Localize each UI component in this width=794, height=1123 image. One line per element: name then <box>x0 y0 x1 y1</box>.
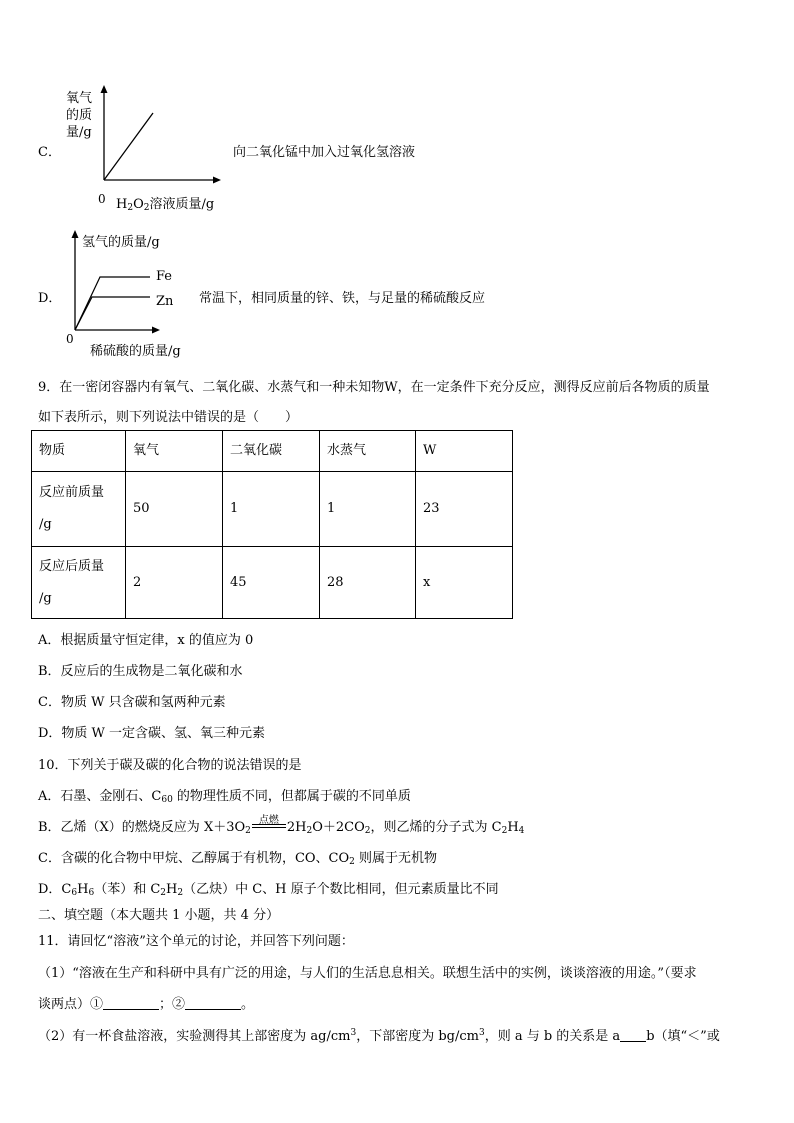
table-cell: 50 <box>126 472 223 547</box>
option-d-fe-line <box>75 277 150 330</box>
q11-stem: 11．请回忆“溶液”这个单元的讨论，并回答下列问题： <box>38 934 354 949</box>
q9-mass-table <box>31 430 513 619</box>
option-d-x-arrow <box>152 327 160 334</box>
table-row <box>32 547 513 619</box>
table-cell: 1 <box>223 472 320 547</box>
q10-stem: 10．下列关于碳及碳的化合物的说法错误的是 <box>38 758 302 773</box>
q11-part1-line2: 谈两点）① ；② 。 <box>38 997 255 1012</box>
table-row-label: 反应后质量 /g <box>32 547 126 619</box>
q9-option-a: A．根据质量守恒定律，x 的值应为 0 <box>38 633 254 648</box>
q11-part2: （2）有一杯食盐溶液，实验测得其上部密度为 $ag/cm^3$，下部密度为 $bg/cm^3$，则 a 与 b 的关系是 a b（填“＜”或 <box>38 1028 720 1044</box>
option-c-data-line <box>104 113 153 180</box>
answer-blank-3[interactable] <box>620 1029 646 1042</box>
option-c-graph <box>95 84 225 184</box>
table-cell: 2 <box>126 547 223 619</box>
option-d-zn-line <box>75 297 150 330</box>
table-cell: 45 <box>223 547 320 619</box>
table-cell: 28 <box>320 547 416 619</box>
section-title: 二、填空题（本大题共 1 小题，共 4 分） <box>38 908 280 923</box>
q10-option-b: B．乙烯（X）的燃烧反应为 $X+3O_2$ 点燃 $2H_2O+2CO_2$，则乙烯的分子式为 $C_2H_4$ <box>38 815 525 836</box>
option-d-y-arrow <box>72 230 79 238</box>
option-d-y-label: 氢气的质量/g <box>82 235 160 250</box>
option-c-origin: 0 <box>98 192 106 206</box>
option-c-x-label: $H_2O_2$溶液质量/g <box>116 197 215 213</box>
table-header-row <box>32 431 513 472</box>
table-row-label: 反应前质量 /g <box>32 472 126 547</box>
option-c-y-label <box>66 90 92 141</box>
reaction-condition: 点燃 <box>251 820 287 835</box>
q10-option-c: C．含碳的化合物中甲烷、乙醇属于有机物，CO、$CO_2$ 则属于无机物 <box>38 851 438 867</box>
table-header-cell: 物质 <box>32 431 126 472</box>
option-d-letter: D． <box>38 291 62 306</box>
q9-option-b: B．反应后的生成物是二氧化碳和水 <box>38 664 243 679</box>
option-d-zn-label: Zn <box>156 294 174 309</box>
option-d-description: 常温下，相同质量的锌、铁，与足量的稀硫酸反应 <box>199 291 486 306</box>
q9-option-d: D．物质 W 一定含碳、氢、氧三种元素 <box>38 726 266 741</box>
table-cell: 23 <box>416 472 513 547</box>
option-c-letter: C． <box>38 145 61 160</box>
q10-option-a: A．石墨、金刚石、$C_{60}$ 的物理性质不同，但都属于碳的不同单质 <box>38 789 411 805</box>
option-d-origin: 0 <box>66 332 74 346</box>
option-c-y-label-line: 量/g <box>66 125 92 140</box>
table-header-cell: W <box>416 431 513 472</box>
option-d-fe-label: Fe <box>156 269 173 284</box>
option-c-description: 向二氧化锰中加入过氧化氢溶液 <box>233 145 416 160</box>
table-cell: 1 <box>320 472 416 547</box>
table-row <box>32 472 513 547</box>
option-c-y-arrow <box>101 85 108 93</box>
q10-option-d: D．$C_6H_6$（苯）和 $C_2H_2$（乙炔）中 C、H 原子个数比相同，但元素质量比不同 <box>38 882 499 898</box>
table-header-cell: 水蒸气 <box>320 431 416 472</box>
q11-part1-line1: （1）“溶液在生产和科研中具有广泛的用途，与人们的生活息息相关。联想生活中的实例，谈谈溶液的用途。”（要求 <box>38 966 697 981</box>
q9-stem-line2: 如下表所示，则下列说法中错误的是（ ） <box>38 410 299 425</box>
table-cell: x <box>416 547 513 619</box>
option-c-y-label-line: 氧气 <box>66 91 93 106</box>
option-d-x-label: 稀硫酸的质量/g <box>90 344 181 359</box>
option-c-y-label-line: 的质 <box>66 108 93 123</box>
answer-blank-1[interactable] <box>103 997 159 1010</box>
answer-blank-2[interactable] <box>185 997 241 1010</box>
q9-stem-line1: 9．在一密闭容器内有氧气、二氧化碳、水蒸气和一种未知物W，在一定条件下充分反应，测得反应前后各物质的质量 <box>38 380 710 395</box>
option-c-x-arrow <box>213 177 221 184</box>
table-header-cell: 二氧化碳 <box>223 431 320 472</box>
q9-option-c: C．物质 W 只含碳和氢两种元素 <box>38 695 226 710</box>
table-header-cell: 氧气 <box>126 431 223 472</box>
